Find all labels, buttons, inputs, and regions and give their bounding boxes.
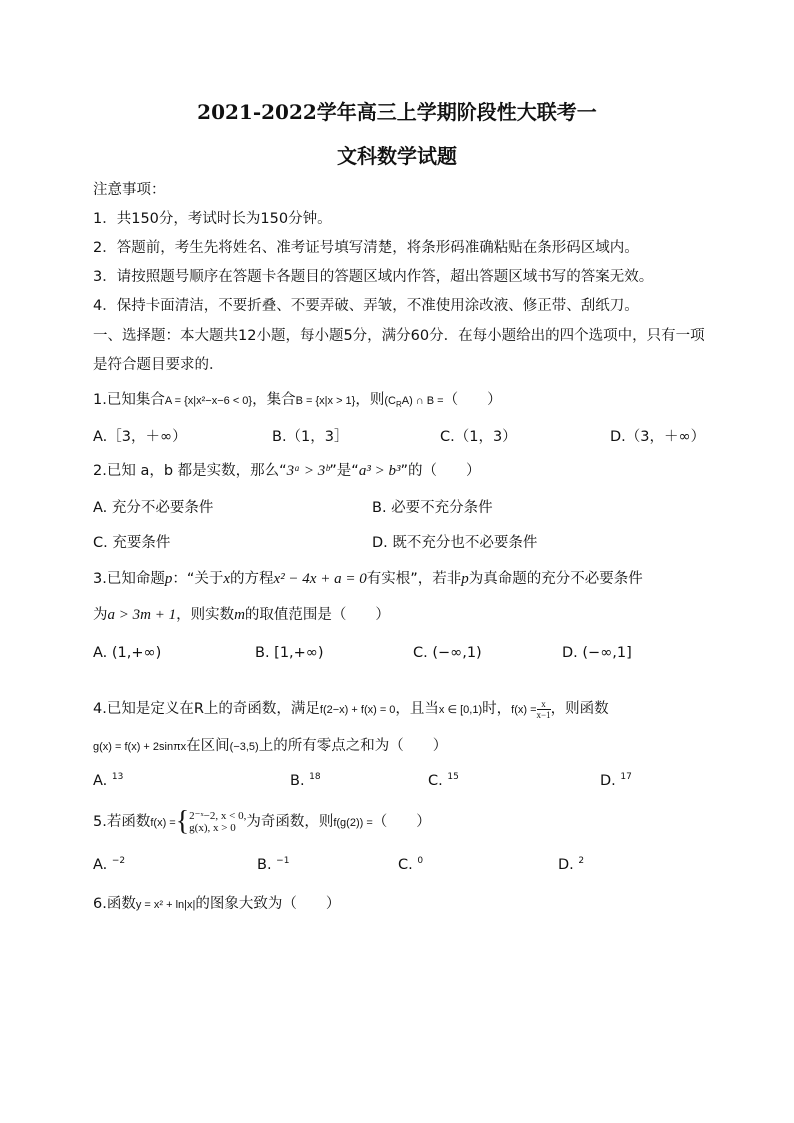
q1-option-d[interactable]: D.（3，＋∞）	[610, 429, 706, 445]
q5-option-a[interactable]: A. $^{-2}$	[93, 856, 126, 873]
q2-mid: ”是“	[329, 463, 359, 479]
q5-piecewise: 2⁻ˣ−2, x < 0, g(x), x > 0	[189, 810, 247, 834]
q1-mid: ，集合	[252, 392, 296, 408]
q1-set-b: B = {x|x > 1}	[295, 395, 356, 407]
question-1	[93, 388, 502, 409]
section-heading-line2: 是符合题目要求的．	[93, 357, 224, 373]
q2-condition-2: a³ > b³	[358, 463, 401, 479]
question-3-line-2: 为a > 3m + 1，则实数m的取值范围是（ ）	[93, 607, 390, 623]
q5-brace: {	[175, 806, 190, 837]
q6-expr: y = x² + ln|x|	[135, 899, 196, 911]
q1-option-b[interactable]: B.（1，3］	[272, 429, 349, 445]
q1-expr: $(C_RA)$ ∩ B =	[384, 395, 444, 410]
q2-option-c[interactable]: C. 充要条件	[93, 535, 171, 551]
notes-heading: 注意事项：	[93, 182, 166, 198]
q5-option-b[interactable]: B. $^{-1}$	[257, 856, 290, 873]
q2-option-d[interactable]: D. 既不充分也不必要条件	[372, 535, 538, 551]
q1-set-a: A = {x|x²−x−6 < 0}	[164, 395, 253, 407]
exam-subtitle: 文科数学试题	[337, 144, 457, 168]
q3-option-b[interactable]: B. [1,+∞)	[255, 645, 324, 661]
q4-option-b[interactable]: B. $^{18}$	[290, 772, 321, 789]
q2-option-a[interactable]: A. 充分不必要条件	[93, 500, 214, 516]
question-2	[93, 459, 480, 480]
note-item: 4．保持卡面清洁，不要折叠、不要弄破、弄皱，不准使用涂改液、修正带、刮纸刀。	[93, 298, 639, 314]
note-item: 1．共150分，考试时长为150分钟。	[93, 211, 332, 227]
q4-g-function: g(x) = f(x) + 2sinπx	[93, 741, 187, 753]
note-item: 3．请按照题号顺序在答题卡各题目的答题区域内作答，超出答题区域书写的答案无效。	[93, 269, 654, 285]
q1-prefix: 1.已知集合	[93, 392, 165, 408]
q2-suffix: ”的（ ）	[400, 463, 481, 479]
q3-equation: x² − 4x + a = 0	[273, 571, 367, 587]
q4-range: x ∈ [0,1)	[438, 704, 483, 716]
note-item: 2．答题前，考生先将姓名、准考证号填写清楚，将条形码准确粘贴在条形码区域内。	[93, 240, 639, 256]
q5-expr: f(g(2)) =	[333, 817, 373, 829]
q5-option-c[interactable]: C. $^0$	[398, 856, 424, 873]
question-6: 6.函数y = x² + ln|x|的图象大致为（ ）	[93, 896, 341, 912]
q3-option-c[interactable]: C. (−∞,1)	[413, 645, 482, 661]
q1-option-c[interactable]: C.（1，3）	[440, 429, 517, 445]
q1-option-a[interactable]: A.［3，＋∞）	[93, 429, 187, 445]
q2-prefix: 2.已知 a，b 都是实数，那么“	[93, 463, 287, 479]
question-4-line-1: 4.已知是定义在R上的奇函数，满足f(2−x) + f(x) = 0，且当x ∈ [0,1)时，f(x) = $\frac{x}{x-1}$ ，则函数	[93, 698, 609, 720]
q4-option-c[interactable]: C. $^{15}$	[428, 772, 459, 789]
q4-option-a[interactable]: A. $^{13}$	[93, 772, 124, 789]
q2-condition-1: 3ᵃ > 3ᵇ	[286, 463, 330, 479]
question-5: 5.若函数f(x) ={ 2⁻ˣ−2, x < 0, g(x), x > 0 为奇函数，则f(g(2)) =（ ）	[93, 806, 431, 837]
q4-option-d[interactable]: D. $^{17}$	[600, 772, 632, 789]
q3-condition: a > 3m + 1	[107, 607, 177, 623]
q4-fraction: $\frac{x}{x-1}$	[536, 698, 551, 720]
question-3-line-1: 3.已知命题p：“关于x的方程x² − 4x + a = 0有实根”，若非p为真命题的充分不必要条件	[93, 571, 643, 587]
question-4-line-2: g(x) = f(x) + 2sinπx在区间(−3,5)上的所有零点之和为（ ）	[93, 738, 448, 754]
q2-option-b[interactable]: B. 必要不充分条件	[372, 500, 493, 516]
q3-option-d[interactable]: D. (−∞,1]	[562, 645, 632, 661]
section-heading-line1: 一、选择题：本大题共12小题，每小题5分，满分60分．在每小题给出的四个选项中，只有一项	[93, 328, 705, 344]
q1-blank: （ ）	[443, 392, 502, 408]
q1-mid2: ，则	[355, 392, 385, 408]
q3-option-a[interactable]: A. (1,+∞)	[93, 645, 162, 661]
q4-equation: f(2−x) + f(x) = 0	[319, 704, 396, 716]
exam-title: 2021-2022学年高三上学期阶段性大联考一	[197, 100, 597, 124]
q5-option-d[interactable]: D. $^2$	[558, 856, 585, 873]
